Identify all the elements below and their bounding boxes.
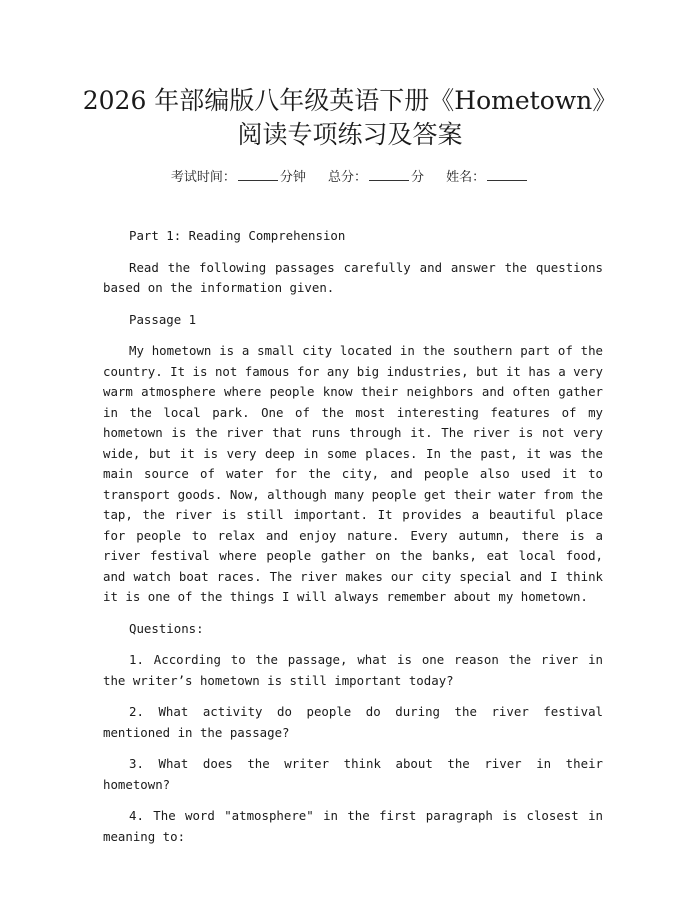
question-item: 3. What does the writer think about the river in their hometown? xyxy=(103,756,603,792)
instructions: Read the following passages carefully and answer the questions based on the information given. xyxy=(103,259,603,295)
student-name-blank xyxy=(487,168,527,181)
question-item: 4. The word "atmosphere" in the first paragraph is closest in meaning to: xyxy=(103,808,603,844)
exam-time xyxy=(171,168,306,188)
student-name xyxy=(446,168,529,188)
total-score xyxy=(328,168,424,188)
passage-heading: Passage 1 xyxy=(129,311,197,327)
total-score-label: 总分： xyxy=(327,170,367,185)
exam-info xyxy=(0,168,700,188)
exam-time-blank xyxy=(238,168,278,181)
student-name-label: 姓名： xyxy=(446,170,486,185)
part-heading: Part 1: Reading Comprehension xyxy=(129,228,346,243)
document-title-line-1: 2026 年部编版八年级英语下册《Hometown》 xyxy=(82,86,618,115)
question-item: 1. According to the passage, what is one reason the river in the writer’s hometown is still important today? xyxy=(103,652,603,688)
question-item: 2. What activity do people do during the river festival mentioned in the passage? xyxy=(103,704,603,740)
document-body xyxy=(103,226,603,858)
questions-heading: Questions: xyxy=(129,620,204,636)
passage-text: My hometown is a small city located in the southern part of the country. It is not famous for any big industries, but it has a very warm atmosphere where people know their neighbors and often gather in the local park. One of the most interesting features of my hometown is the river that runs through it. The river is not very wide, but it is very deep in some places. In the past, it was the main source of water for the city, and people also used it to transport goods. Now, although many people get their water from the tap, the river is still important. It provides a beautiful place for people to relax and enjoy nature. Every autumn, there is a river festival where people gather on the banks, eat local food, and watch boat races. The river makes our city special and I think it is one of the things I will always remember about my hometown. xyxy=(103,343,603,604)
document-title-line-2: 阅读专项练习及答案 xyxy=(237,120,463,149)
exam-time-label: 考试时间： xyxy=(170,170,236,185)
exam-time-unit: 分钟 xyxy=(279,170,306,185)
total-score-unit: 分 xyxy=(411,170,425,185)
total-score-blank xyxy=(369,168,409,181)
